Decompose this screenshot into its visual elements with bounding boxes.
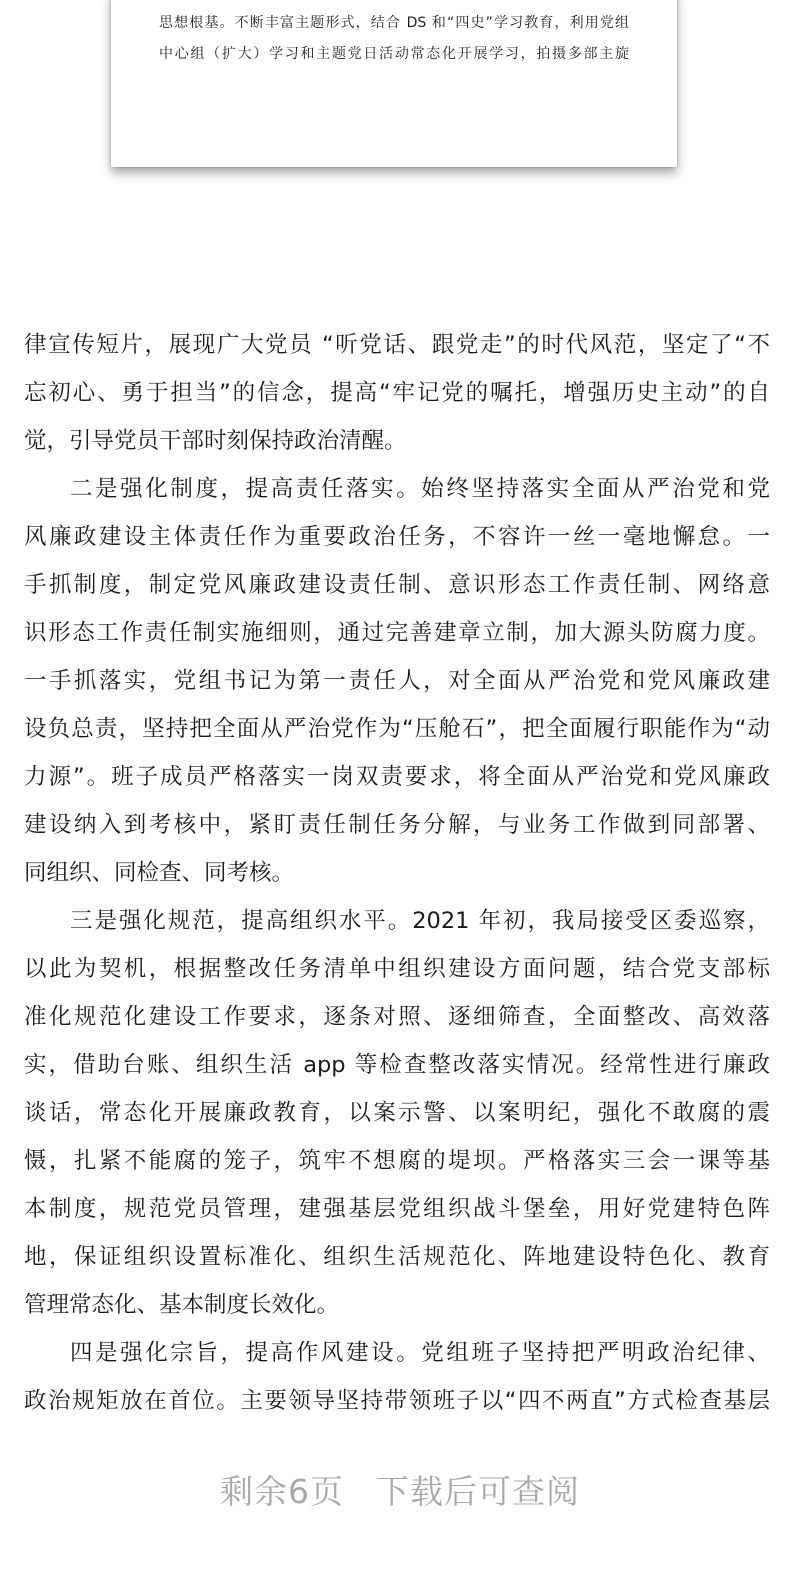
card-text-line: 思想根基。不断丰富主题形式，结合 DS 和“四史”学习教育，利用党组 (159, 15, 629, 31)
paragraph-line: 一手抓落实，党组书记为第一责任人，对全面从严治党和党风廉政建 (24, 668, 770, 694)
paragraph-line: 二是强化制度，提高责任落实。始终坚持落实全面从严治党和党 (70, 476, 770, 502)
remaining-pages-label: 剩余6页 (220, 1472, 344, 1511)
paragraph-line: 忘初心、勇于担当”的信念，提高“牢记党的嘱托，增强历史主动”的自 (24, 380, 770, 406)
paragraph-line: 地，保证组织设置标准化、组织生活规范化、阵地建设特色化、教育 (24, 1244, 770, 1270)
paragraph-line: 觉，引导党员干部时刻保持政治清醒。 (24, 428, 407, 454)
paragraph-line: 律宣传短片，展现广大党员 “听党话、跟党走”的时代风范，坚定了“不 (24, 332, 770, 358)
download-prompt[interactable] (0, 1466, 800, 1513)
paragraph-line: 以此为契机，根据整改任务清单中组织建设方面问题，结合党支部标 (24, 956, 770, 982)
paragraph-line: 政治规矩放在首位。主要领导坚持带领班子以“四不两直”方式检查基层 (24, 1388, 770, 1414)
paragraph-line: 力源”。班子成员严格落实一岗双责要求，将全面从严治党和党风廉政 (24, 764, 770, 790)
download-hint-label: 下载后可查阅 (376, 1472, 580, 1511)
paragraph-line: 实，借助台账、组织生活 app 等检查整改落实情况。经常性进行廉政 (24, 1052, 770, 1078)
preview-page-card (111, 0, 677, 167)
paragraph-line: 设负总责，坚持把全面从严治党作为“压舱石”，把全面履行职能作为“动 (24, 716, 770, 742)
paragraph-line: 管理常态化、基本制度长效化。 (24, 1292, 340, 1318)
paragraph-line: 识形态工作责任制实施细则，通过完善建章立制，加大源头防腐力度。 (24, 620, 770, 646)
paragraph-line: 三是强化规范，提高组织水平。2021 年初，我局接受区委巡察， (70, 908, 770, 934)
paragraph-line: 建设纳入到考核中，紧盯责任制任务分解，与业务工作做到同部署、 (24, 812, 770, 838)
paragraph-line: 慑，扎紧不能腐的笼子，筑牢不想腐的堤坝。严格落实三会一课等基 (24, 1148, 770, 1174)
paragraph-line: 准化规范化建设工作要求，逐条对照、逐细筛查，全面整改、高效落 (24, 1004, 770, 1030)
paragraph-line: 手抓制度，制定党风廉政建设责任制、意识形态工作责任制、网络意 (24, 572, 770, 598)
paragraph-line: 谈话，常态化开展廉政教育，以案示警、以案明纪，强化不敢腐的震 (24, 1100, 770, 1126)
paragraph-line: 同组织、同检查、同考核。 (24, 860, 295, 886)
card-text-line: 中心组（扩大）学习和主题党日活动常态化开展学习，拍摄多部主旋 (159, 46, 629, 62)
paragraph-line: 风廉政建设主体责任作为重要政治任务，不容许一丝一毫地懈怠。一 (24, 524, 770, 550)
paragraph-line: 本制度，规范党员管理，建强基层党组织战斗堡垒，用好党建特色阵 (24, 1196, 770, 1222)
document-body (24, 321, 770, 1425)
paragraph-line: 四是强化宗旨，提高作风建设。党组班子坚持把严明政治纪律、 (70, 1340, 770, 1366)
